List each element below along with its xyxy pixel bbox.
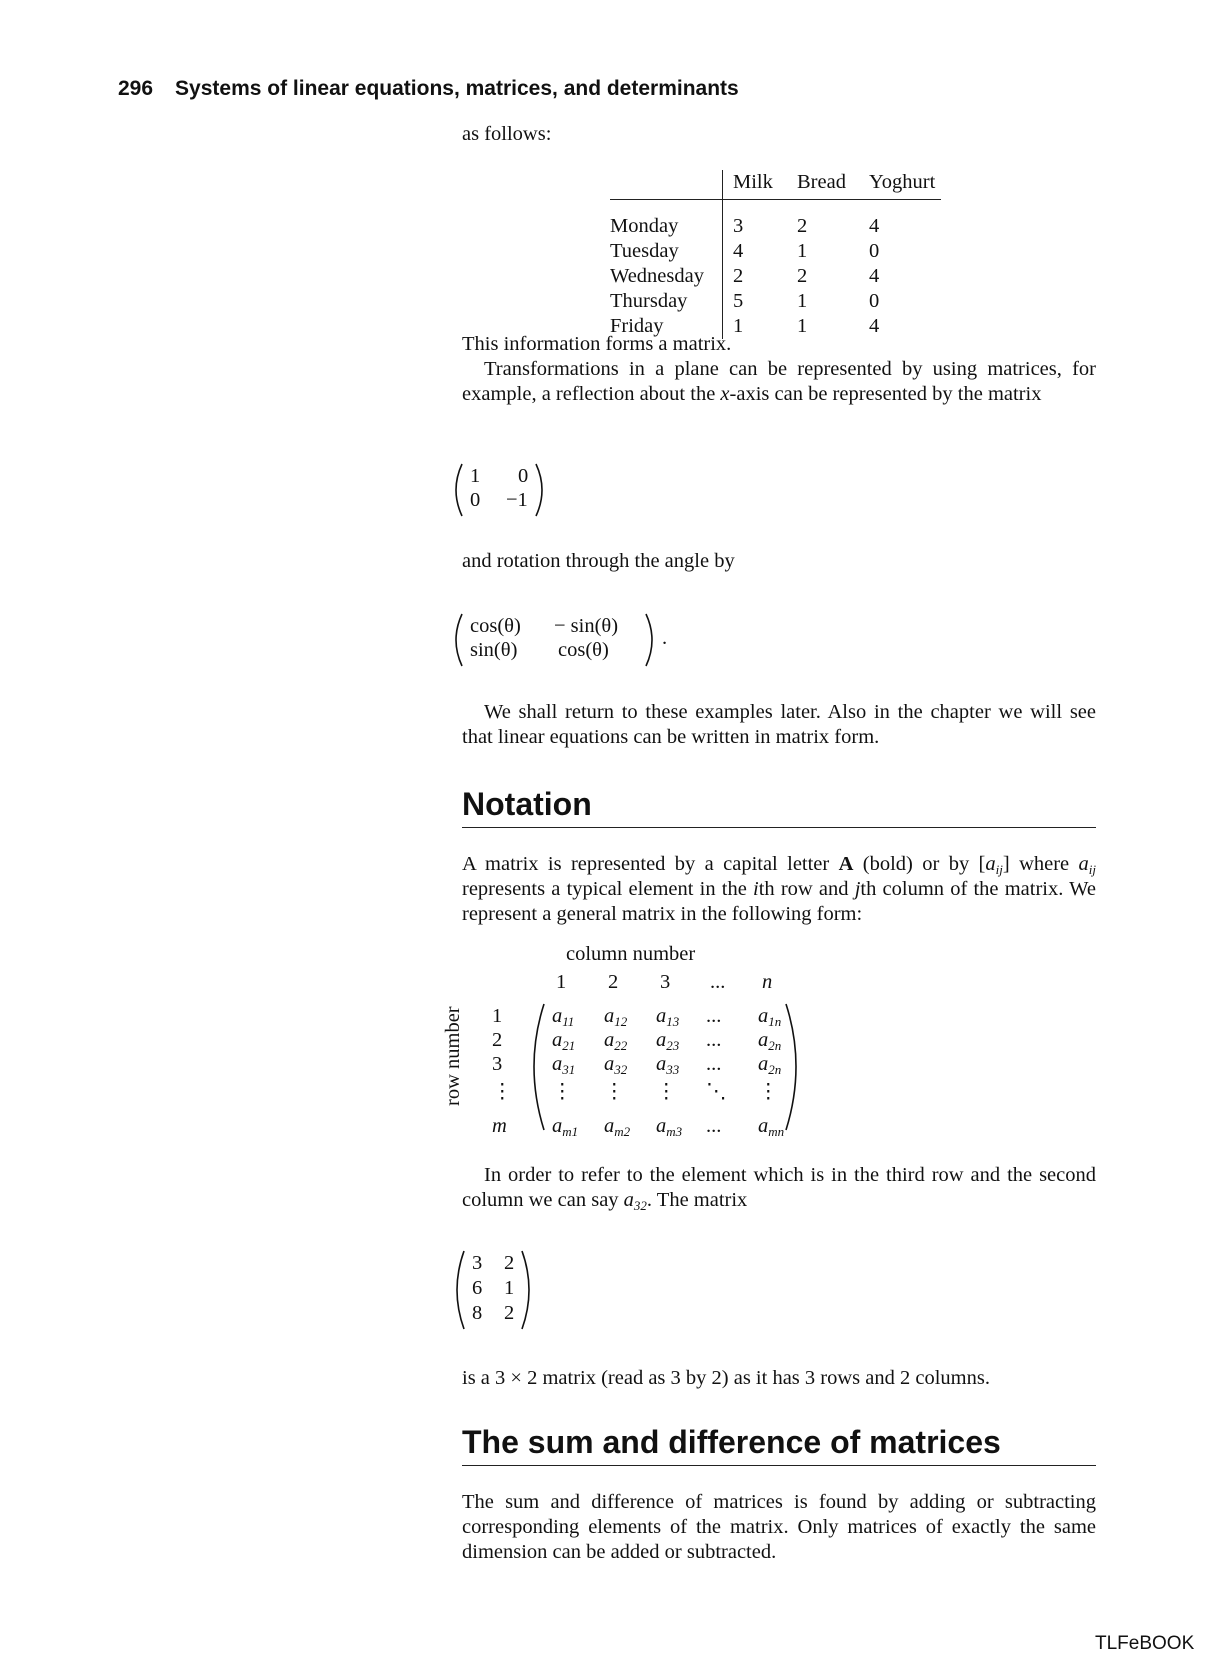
- matrix-cell: 2: [504, 1302, 515, 1324]
- matrix-element: $a_{m3}$: [656, 1115, 683, 1139]
- table-cell: 4: [869, 215, 880, 237]
- example-matrix: [452, 1247, 542, 1333]
- table-cell: 4: [723, 239, 798, 264]
- paragraph: We shall return to these examples later. Also in the chapter we will see that linear equations can be written in matrix form.: [462, 701, 1096, 748]
- matrix-cell: 2: [504, 1252, 515, 1274]
- matrix-element: ⋮: [656, 1081, 677, 1103]
- matrix-element: $a_{mn}$: [758, 1115, 785, 1139]
- period: .: [662, 627, 668, 649]
- matrix-element: $a_{2n}$: [758, 1053, 782, 1077]
- section-heading-sum: The sum and difference of matrices: [462, 1424, 1096, 1466]
- matrix-cell: 8: [472, 1302, 483, 1324]
- table-cell: 1: [723, 314, 798, 339]
- table-cell: 4: [869, 265, 880, 287]
- paragraph: Transformations in a plane can be represented by using matrices, for example, a reflection about the x-axis can be represented by the matrix: [462, 358, 1096, 405]
- row-index: m: [492, 1115, 507, 1137]
- row-index: 2: [492, 1029, 503, 1051]
- row-label: Monday: [610, 215, 679, 237]
- reflection-matrix: [450, 460, 550, 520]
- table-cell: 4: [869, 315, 880, 337]
- section-heading-notation: Notation: [462, 786, 1096, 828]
- matrix-element: ⋮: [758, 1081, 779, 1103]
- table-cell: 2: [797, 215, 808, 237]
- row-label: Wednesday: [610, 265, 704, 287]
- matrix-cell: 1: [504, 1277, 515, 1299]
- matrix-cell: −1: [506, 489, 528, 511]
- table-cell: 2: [797, 265, 808, 287]
- table-cell: 0: [869, 290, 880, 312]
- matrix-cell: 1: [470, 465, 481, 487]
- matrix-cell: cos(θ): [558, 639, 609, 661]
- table-cell: 0: [869, 240, 880, 262]
- matrix-element: ⋱: [706, 1081, 727, 1103]
- paragraph: is a 3 × 2 matrix (read as 3 by 2) as it has 3 rows and 2 columns.: [462, 1367, 990, 1389]
- paragraph: A matrix is represented by a capital letter A (bold) or by $[a_{ij}]$ where $a_{ij}$ represents a typical element in the ith row and jth column of the matrix. We represent a general matrix in the following form:: [462, 853, 1096, 925]
- matrix-element: $a_{21}$: [552, 1029, 576, 1053]
- paragraph: In order to refer to the element which is in the third row and the second column we can say $a_{32}$. The matrix: [462, 1164, 1096, 1213]
- matrix-element: $a_{m1}$: [552, 1115, 579, 1139]
- chapter-title: Systems of linear equations, matrices, and determinants: [175, 77, 739, 100]
- matrix-cell: cos(θ): [470, 615, 521, 637]
- matrix-element: $a_{23}$: [656, 1029, 680, 1053]
- matrix-element: ⋮: [552, 1081, 573, 1103]
- matrix-element: $a_{33}$: [656, 1053, 680, 1077]
- matrix-element: $a_{12}$: [604, 1005, 628, 1029]
- general-matrix: [440, 942, 820, 1142]
- matrix-element: $a_{11}$: [552, 1005, 575, 1029]
- paragraph: The sum and difference of matrices is found by adding or subtracting corresponding elements of the matrix. Only matrices of exactly the same dimension can be added or subtracted.: [462, 1491, 1096, 1563]
- matrix-element: ...: [706, 1053, 722, 1075]
- table-cell: 3: [723, 200, 798, 240]
- row-index: 3: [492, 1053, 503, 1075]
- paragraph: and rotation through the angle by: [462, 550, 735, 572]
- row-index: 1: [492, 1005, 503, 1027]
- row-label: Thursday: [610, 290, 688, 312]
- table-cell: 1: [797, 290, 808, 312]
- matrix-element: $a_{13}$: [656, 1005, 680, 1029]
- table-row: [610, 200, 941, 240]
- column-index: ...: [710, 971, 726, 993]
- rotation-matrix: [450, 610, 670, 670]
- shopping-table: [610, 170, 941, 339]
- matrix-element: $a_{m2}$: [604, 1115, 631, 1139]
- column-index: 1: [556, 971, 567, 993]
- matrix-brackets: [452, 1247, 542, 1333]
- matrix-brackets: [450, 460, 550, 520]
- matrix-element: $a_{22}$: [604, 1029, 628, 1053]
- table-row: [610, 289, 941, 314]
- row-number-label: row number: [442, 1006, 464, 1106]
- table-row: [610, 264, 941, 289]
- matrix-cell: 0: [518, 465, 529, 487]
- matrix-cell: sin(θ): [470, 639, 518, 661]
- table-corner: [610, 170, 723, 200]
- intro-text: as follows:: [462, 123, 552, 145]
- column-number-label: column number: [566, 943, 696, 965]
- running-head: [118, 77, 739, 101]
- matrix-element: ...: [706, 1005, 722, 1027]
- matrix-element: $a_{32}$: [604, 1053, 628, 1077]
- table-cell: 5: [723, 289, 798, 314]
- matrix-element: ⋮: [604, 1081, 625, 1103]
- matrix-element: ...: [706, 1029, 722, 1051]
- page-number: 296: [118, 77, 154, 100]
- paragraph: This information forms a matrix.: [462, 333, 732, 355]
- row-index: ⋮: [492, 1081, 513, 1103]
- matrix-element: $a_{31}$: [552, 1053, 576, 1077]
- matrix-cell: 3: [472, 1252, 483, 1274]
- table-cell: 2: [723, 264, 798, 289]
- column-index: 2: [608, 971, 619, 993]
- matrix-element: $a_{1n}$: [758, 1005, 782, 1029]
- table-row: [610, 239, 941, 264]
- matrix-cell: 0: [470, 489, 481, 511]
- table-cell: 1: [797, 315, 808, 337]
- column-header: Milk: [723, 170, 798, 200]
- row-label: Tuesday: [610, 240, 679, 262]
- matrix-cell: − sin(θ): [554, 615, 619, 637]
- watermark: TLFeBOOK: [1095, 1633, 1195, 1654]
- column-header: Bread: [797, 170, 869, 200]
- table-cell: 1: [797, 240, 808, 262]
- matrix-element: $a_{2n}$: [758, 1029, 782, 1053]
- row-label: Friday: [610, 315, 664, 337]
- matrix-cell: 6: [472, 1277, 483, 1299]
- column-header: Yoghurt: [869, 170, 941, 200]
- column-index: n: [762, 971, 773, 993]
- matrix-element: ...: [706, 1115, 722, 1137]
- column-index: 3: [660, 971, 671, 993]
